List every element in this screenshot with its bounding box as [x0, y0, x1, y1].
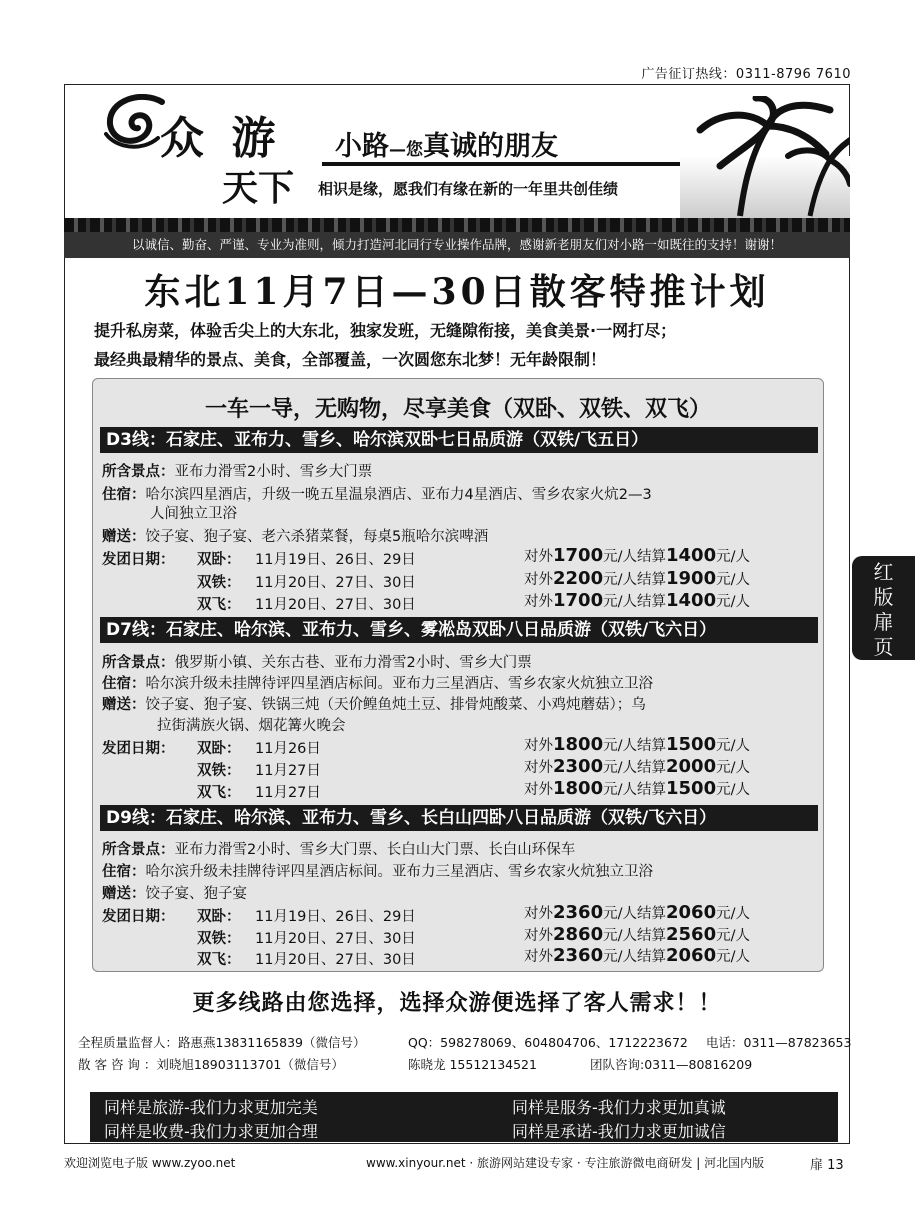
price-retail: 2200 — [553, 568, 604, 589]
departure-type: 双飞： — [197, 785, 241, 801]
price-suffix: 元/人 — [716, 572, 750, 588]
gift-value: 饺子宴、狍子宴、老六杀猪菜餐，每桌5瓶哈尔滨啤酒 — [145, 529, 489, 545]
departure-type: 双铁： — [197, 575, 241, 591]
price-prefix: 对外 — [524, 549, 553, 565]
contact-individual: 散 客 咨 询 ：刘晓旭18903113701（微信号） — [78, 1057, 344, 1072]
price-mid: 元/人结算 — [603, 782, 666, 798]
price-mid: 元/人结算 — [603, 594, 666, 610]
price-prefix: 对外 — [524, 594, 553, 610]
price-retail: 2300 — [553, 756, 604, 777]
price-suffix: 元/人 — [716, 594, 750, 610]
departure-price — [524, 734, 750, 755]
footer-line-r2: 同样是承诺-我们力求更加诚信 — [512, 1122, 726, 1141]
side-tab-char: 版 — [873, 585, 894, 609]
stay-value: 哈尔滨升级未挂牌待评四星酒店标间。亚布力三星酒店、雪乡农家火炕独立卫浴 — [145, 864, 653, 880]
slogan-part-a: 小路 — [335, 131, 389, 162]
price-net: 2060 — [666, 902, 717, 923]
departure-price — [524, 568, 750, 589]
price-retail: 2360 — [553, 945, 604, 966]
intro-line-2: 最经典最精华的景点、美食，全部覆盖，一次圆您东北梦！无年龄限制！ — [94, 350, 607, 369]
routes-panel-heading: 一车一导，无购物，尽享美食（双卧、双铁、双飞） — [204, 396, 711, 422]
side-tab-char: 红 — [873, 560, 894, 584]
departure-price — [524, 902, 750, 923]
spots-label: 所含景点： — [102, 464, 175, 480]
ad-hotline: 广告征订热线：0311-8796 7610 — [641, 67, 851, 82]
price-net: 1500 — [666, 734, 717, 755]
page-title: 东北11月7日—30日散客特推计划 — [144, 271, 770, 313]
departure-type: 双卧： — [197, 909, 241, 925]
footer-banner — [90, 1092, 838, 1142]
price-prefix: 对外 — [524, 782, 553, 798]
price-mid: 元/人结算 — [603, 738, 666, 754]
side-tab-char: 页 — [873, 635, 894, 659]
price-mid: 元/人结算 — [603, 928, 666, 944]
motto-banner: 以诚信、勤奋、严谨、专业为准则，倾力打造河北同行专业操作品牌，感谢新老朋友们对小路一如既往的支持！谢谢！ — [64, 232, 850, 258]
departure-price — [524, 924, 750, 945]
intro-line-1: 提升私房菜，体验舌尖上的大东北，独家发班，无缝隙衔接，美食美景·一网打尽； — [94, 321, 677, 340]
departure-price — [524, 756, 750, 777]
header-rule — [322, 162, 710, 166]
route-d7-spots — [102, 651, 532, 672]
departure-dates: 11月19日、26日、29日 — [255, 909, 416, 925]
price-retail: 1700 — [553, 590, 604, 611]
route-d7-date-label: 发团日期： — [102, 741, 175, 757]
route-d3-date-label: 发团日期： — [102, 552, 175, 568]
departure-dates: 11月20日、27日、30日 — [255, 597, 416, 613]
departure-type: 双飞： — [197, 952, 241, 968]
price-prefix: 对外 — [524, 572, 553, 588]
price-suffix: 元/人 — [716, 738, 750, 754]
price-prefix: 对外 — [524, 760, 553, 776]
price-net: 1400 — [666, 590, 717, 611]
spots-value: 亚布力滑雪2小时、雪乡大门票、长白山大门票、长白山环保车 — [174, 842, 576, 858]
price-suffix: 元/人 — [716, 928, 750, 944]
stay-value: 哈尔滨四星酒店，升级一晚五星温泉酒店、亚布力4星酒店、雪乡农家火炕2—3 — [145, 487, 652, 503]
price-prefix: 对外 — [524, 928, 553, 944]
departure-price — [524, 945, 750, 966]
route-d3-stay-cont: 人间独立卫浴 — [150, 506, 237, 522]
slogan-dash: —您 — [389, 140, 423, 160]
price-net: 1500 — [666, 778, 717, 799]
page-num: 13 — [827, 1158, 844, 1173]
route-d3-stay — [102, 483, 652, 504]
price-retail: 2360 — [553, 902, 604, 923]
route-d7-gift-cont: 拉街满族火锅、烟花篝火晚会 — [157, 718, 346, 734]
stay-label: 住宿： — [102, 676, 146, 692]
price-mid: 元/人结算 — [603, 760, 666, 776]
brand-name-top: 众 游 — [160, 113, 282, 164]
contact-qq: QQ：598278069、604804706、1712223672 — [408, 1035, 688, 1050]
price-retail: 1800 — [553, 734, 604, 755]
price-prefix: 对外 — [524, 949, 553, 965]
departure-type: 双卧： — [197, 741, 241, 757]
price-prefix: 对外 — [524, 906, 553, 922]
departure-type: 双铁： — [197, 763, 241, 779]
price-retail: 1800 — [553, 778, 604, 799]
header-slogan — [335, 124, 558, 163]
page-label: 扉 — [810, 1158, 824, 1173]
stay-label: 住宿： — [102, 864, 146, 880]
price-suffix: 元/人 — [716, 906, 750, 922]
gift-label: 赠送： — [102, 697, 146, 713]
spots-label: 所含景点： — [102, 655, 175, 671]
page-number — [810, 1154, 844, 1173]
departure-dates: 11月26日 — [255, 741, 321, 757]
route-d3-spots — [102, 460, 372, 481]
palm-tree-icon — [680, 96, 850, 218]
brand-name-bottom: 天下 — [222, 167, 295, 209]
gift-value: 饺子宴、狍子宴、铁锅三炖（天价鳇鱼炖土豆、排骨炖酸菜、小鸡炖蘑菇）；乌 — [145, 697, 646, 713]
price-retail: 2860 — [553, 924, 604, 945]
contact-group: 团队咨询:0311—80816209 — [590, 1057, 753, 1072]
stay-label: 住宿： — [102, 487, 146, 503]
departure-dates: 11月27日 — [255, 763, 321, 779]
departure-dates: 11月19日、26日、29日 — [255, 552, 416, 568]
footer-line-l1: 同样是旅游-我们力求更加完美 — [104, 1098, 318, 1117]
departure-dates: 11月27日 — [255, 785, 321, 801]
route-d7-gift — [102, 693, 646, 714]
price-mid: 元/人结算 — [603, 572, 666, 588]
ebook-link[interactable]: 欢迎浏览电子版 www.zyoo.net — [64, 1156, 236, 1170]
route-d7-stay — [102, 672, 653, 693]
price-net: 2000 — [666, 756, 717, 777]
side-tab-char: 扉 — [873, 610, 894, 634]
decorative-strip — [64, 218, 850, 232]
price-suffix: 元/人 — [716, 949, 750, 965]
departure-dates: 11月20日、27日、30日 — [255, 575, 416, 591]
departure-type: 双卧： — [197, 552, 241, 568]
route-d3-gift — [102, 525, 488, 546]
route-d9-date-label: 发团日期： — [102, 909, 175, 925]
price-net: 1900 — [666, 568, 717, 589]
departure-price — [524, 545, 750, 566]
spots-value: 俄罗斯小镇、关东古巷、亚布力滑雪2小时、雪乡大门票 — [174, 655, 532, 671]
route-d9-spots — [102, 838, 575, 859]
price-suffix: 元/人 — [716, 760, 750, 776]
price-mid: 元/人结算 — [603, 549, 666, 565]
departure-type: 双铁： — [197, 931, 241, 947]
price-net: 2560 — [666, 924, 717, 945]
route-d9-gift — [102, 882, 247, 903]
price-suffix: 元/人 — [716, 782, 750, 798]
price-suffix: 元/人 — [716, 549, 750, 565]
price-mid: 元/人结算 — [603, 906, 666, 922]
price-retail: 1700 — [553, 545, 604, 566]
header-subslogan: 相识是缘，愿我们有缘在新的一年里共创佳绩 — [318, 180, 619, 198]
price-net: 2060 — [666, 945, 717, 966]
departure-type: 双飞： — [197, 597, 241, 613]
route-d9-stay — [102, 860, 653, 881]
spots-value: 亚布力滑雪2小时、雪乡大门票 — [174, 464, 373, 480]
spots-label: 所含景点： — [102, 842, 175, 858]
gift-value: 饺子宴、狍子宴 — [145, 886, 247, 902]
publisher-line: www.xinyour.net · 旅游网站建设专家 · 专注旅游微电商研发 | 河北国内版 — [366, 1156, 765, 1170]
bottom-slogan: 更多线路由您选择，选择众游便选择了客人需求！！ — [192, 991, 722, 1016]
contact-phone: 电话：0311—87823653 — [706, 1035, 852, 1050]
departure-dates: 11月20日、27日、30日 — [255, 952, 416, 968]
price-net: 1400 — [666, 545, 717, 566]
price-prefix: 对外 — [524, 738, 553, 754]
price-mid: 元/人结算 — [603, 949, 666, 965]
footer-line-l2: 同样是收费-我们力求更加合理 — [104, 1122, 318, 1141]
stay-value: 哈尔滨升级未挂牌待评四星酒店标间。亚布力三星酒店、雪乡农家火炕独立卫浴 — [145, 676, 653, 692]
route-title-d9: D9线：石家庄、哈尔滨、亚布力、雪乡、长白山四卧八日品质游（双铁/飞六日） — [100, 805, 818, 831]
gift-label: 赠送： — [102, 886, 146, 902]
footer-line-r1: 同样是服务-我们力求更加真诚 — [512, 1098, 726, 1117]
route-title-d3: D3线：石家庄、亚布力、雪乡、哈尔滨双卧七日品质游（双铁/飞五日） — [100, 427, 818, 453]
departure-price — [524, 778, 750, 799]
contact-supervisor: 全程质量监督人：路惠燕13831165839（微信号） — [78, 1035, 366, 1050]
slogan-part-b: 真诚的朋友 — [423, 131, 558, 162]
contact-chen: 陈晓龙 15512134521 — [408, 1057, 537, 1072]
gift-label: 赠送： — [102, 529, 146, 545]
route-title-d7: D7线：石家庄、哈尔滨、亚布力、雪乡、雾凇岛双卧八日品质游（双铁/飞六日） — [100, 617, 818, 643]
section-side-tab — [852, 556, 915, 660]
departure-price — [524, 590, 750, 611]
departure-dates: 11月20日、27日、30日 — [255, 931, 416, 947]
